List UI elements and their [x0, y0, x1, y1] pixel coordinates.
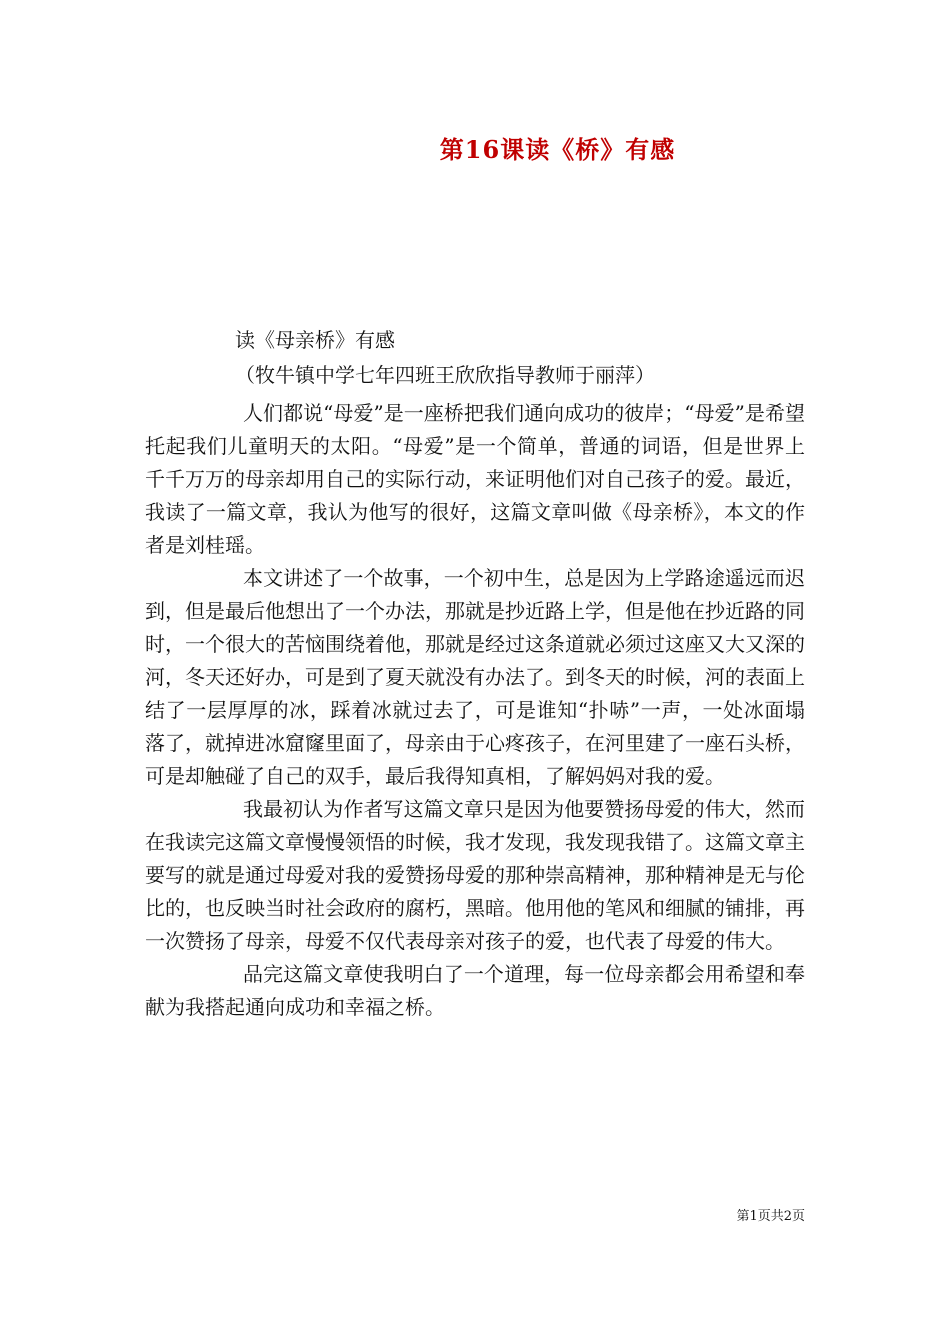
article-subtitle: 读《母亲桥》有感	[235, 328, 395, 352]
paragraph: 人们都说“母爱”是一座桥把我们通向成功的彼岸；“母爱”是希望托起我们儿童明天的太阳。“母爱”是一个简单，普通的词语，但是世界上千千万万的母亲却用自己的实际行动，来证明他们对自己孩子的爱。最近，我读了一篇文章，我认为他写的很好，这篇文章叫做《母亲桥》，本文的作者是刘桂瑶。	[145, 401, 805, 557]
article-body	[145, 397, 805, 1024]
document-title: 第16课读《桥》有感	[439, 135, 676, 164]
author-byline: （牧牛镇中学七年四班王欣欣指导教师于丽萍）	[235, 363, 655, 387]
page-number: 第1页共2页	[736, 1209, 805, 1224]
paragraph: 品完这篇文章使我明白了一个道理，每一位母亲都会用希望和奉献为我搭起通向成功和幸福之桥。	[145, 962, 805, 1019]
paragraph: 本文讲述了一个故事，一个初中生，总是因为上学路途遥远而迟到，但是最后他想出了一个办法，那就是抄近路上学，但是他在抄近路的同时，一个很大的苦恼围绕着他，那就是经过这条道就必须过这座又大又深的河，冬天还好办，可是到了夏天就没有办法了。到冬天的时候，河的表面上结了一层厚厚的冰，踩着冰就过去了，可是谁知“扑哧”一声，一处冰面塌落了，就掉进冰窟窿里面了，母亲由于心疼孩子，在河里建了一座石头桥，可是却触碰了自己的双手，最后我得知真相，了解妈妈对我的爱。	[145, 566, 805, 788]
paragraph: 我最初认为作者写这篇文章只是因为他要赞扬母爱的伟大，然而在我读完这篇文章慢慢领悟的时候，我才发现，我发现我错了。这篇文章主要写的就是通过母爱对我的爱赞扬母爱的那种崇高精神，那种精神是无与伦比的，也反映当时社会政府的腐朽，黑暗。他用他的笔风和细腻的铺排，再一次赞扬了母亲，母爱不仅代表母亲对孩子的爱，也代表了母爱的伟大。	[145, 797, 805, 953]
